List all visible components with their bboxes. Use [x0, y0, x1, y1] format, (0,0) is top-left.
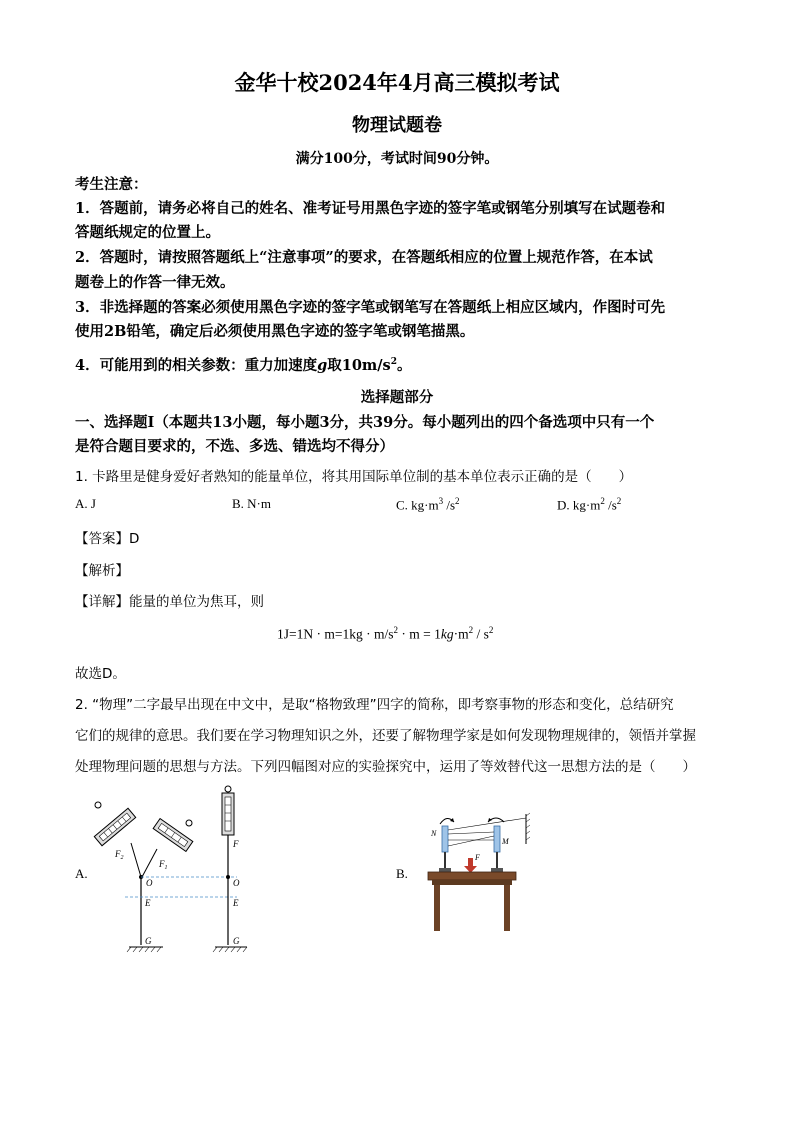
q2-line-1: 2. “物理”二字最早出现在中文中，是取“格物致理”四字的简称，即考察事物的形态和变化，总结研究 — [75, 697, 674, 713]
q1-analysis-tag: 【解析】 — [75, 563, 129, 579]
q1-option-c-sup1: 3 — [438, 496, 444, 506]
notice-line-4 — [75, 354, 411, 375]
q1-stem: 1. 卡路里是健身爱好者熟知的能量单位，将其用国际单位制的基本单位表示正确的是（ ） — [75, 469, 633, 485]
notice-line-3b: 使用2B铅笔，确定后必须使用黑色字迹的签字笔或钢笔描黑。 — [75, 323, 475, 340]
q2-line-3: 处理物理问题的思想与方法。下列四幅图对应的实验探究中，运用了等效替代这一思想方法的是（ ） — [75, 759, 696, 775]
label-f1: $F_1$ — [159, 859, 168, 871]
q1-formula-m: ·m — [453, 626, 469, 642]
label-o2: O — [233, 878, 240, 888]
q1-formula-sup3: 2 — [488, 625, 494, 635]
q1-formula-pre: 1J=1N · m=1kg · m/s — [277, 626, 394, 642]
section-line-1: 一、选择题Ⅰ（本题共13小题，每小题3分，共39分。每小题列出的四个备选项中只有一个 — [75, 414, 655, 431]
q1-option-b: B. N·m — [232, 496, 271, 511]
q1-detail-text: 能量的单位为焦耳，则 — [129, 594, 264, 610]
notice-line-4-pre: 4．可能用到的相关参数：重力加速度 — [75, 357, 318, 374]
q1-detail — [75, 590, 264, 610]
q1-option-a: A. J — [75, 496, 96, 511]
q1-option-c-mid: /s — [443, 497, 456, 513]
notice-line-4-end: 。 — [396, 357, 412, 374]
figure-b-mirror-table — [420, 810, 530, 940]
q1-formula-sup2: 2 — [468, 625, 474, 635]
gravity-symbol: g — [317, 357, 328, 374]
table-top — [428, 872, 516, 880]
mirror-m — [494, 826, 500, 852]
label-force-f: F — [475, 853, 480, 862]
q1-option-d-sup1: 2 — [600, 496, 605, 506]
force-arrow-icon — [468, 858, 473, 866]
mirror-n — [442, 826, 448, 852]
q1-option-d-pre: D. kg·m — [557, 497, 601, 513]
q2-line-2: 它们的规律的意思。我们要在学习物理知识之外，还要了解物理学家是如何发现物理规律的，领悟并掌握 — [75, 728, 696, 744]
section-line-2: 是符合题目要求的，不选、多选、错选均不得分） — [75, 438, 394, 455]
label-e: E — [145, 898, 151, 908]
spring-scale-left-icon — [94, 802, 141, 877]
q2-option-a-label: A. — [75, 866, 88, 881]
q1-option-c-pre: C. kg·m — [396, 497, 439, 513]
q1-option-d-mid: /s — [604, 497, 617, 513]
notice-line-1b: 答题纸规定的位置上。 — [75, 224, 220, 241]
section-title: 选择题部分 — [360, 389, 434, 406]
spring-scale-single-icon — [222, 786, 234, 945]
q1-option-d-sup2: 2 — [616, 496, 622, 506]
q1-conclusion: 故选D。 — [75, 666, 126, 682]
score-time-line: 满分100分，考试时间90分钟。 — [295, 151, 499, 167]
label-g: G — [145, 936, 152, 946]
q1-formula-kg: kg — [440, 626, 454, 642]
q1-answer-tag: 【答案】 — [75, 531, 129, 547]
q2-option-b-label: B. — [396, 866, 408, 881]
label-f2: $F_2$ — [115, 849, 124, 861]
q1-formula-mid: · m = 1 — [397, 626, 441, 642]
notice-line-4-mid: 取10m/s — [327, 357, 391, 374]
label-g2: G — [233, 936, 240, 946]
label-n: N — [431, 829, 437, 838]
figure-a-force-diagram — [85, 785, 275, 960]
label-e2: E — [233, 898, 239, 908]
q1-answer — [75, 527, 139, 547]
label-m: M — [502, 837, 509, 846]
q1-formula-end: / s — [473, 626, 489, 642]
q1-answer-value: D — [129, 531, 140, 547]
q1-formula-sup1: 2 — [393, 625, 398, 635]
q1-option-c-sup2: 2 — [455, 496, 460, 506]
notice-line-2b: 题卷上的作答一律无效。 — [75, 274, 235, 291]
notice-heading: 考生注意： — [75, 176, 148, 193]
q1-formula — [277, 625, 493, 643]
notice-line-4-sup: 2 — [390, 357, 397, 368]
page-title: 金华十校2024年4月高三模拟考试 — [234, 70, 560, 95]
label-o: O — [146, 878, 153, 888]
notice-line-1a: 1．答题前，请务必将自己的姓名、准考证号用黑色字迹的签字笔或钢笔分别填写在试题卷和 — [75, 200, 666, 217]
notice-line-2a: 2．答题时，请按照答题纸上“注意事项”的要求，在答题纸相应的位置上规范作答，在本试 — [75, 249, 653, 266]
q1-option-c — [396, 496, 460, 513]
notice-line-3a: 3．非选择题的答案必须使用黑色字迹的签字笔或钢笔写在答题纸上相应区域内，作图时可先 — [75, 299, 666, 316]
q1-option-d — [557, 496, 621, 513]
q1-detail-tag: 【详解】 — [75, 594, 129, 610]
label-f: F — [233, 839, 239, 849]
paper-subtitle: 物理试题卷 — [352, 115, 442, 136]
